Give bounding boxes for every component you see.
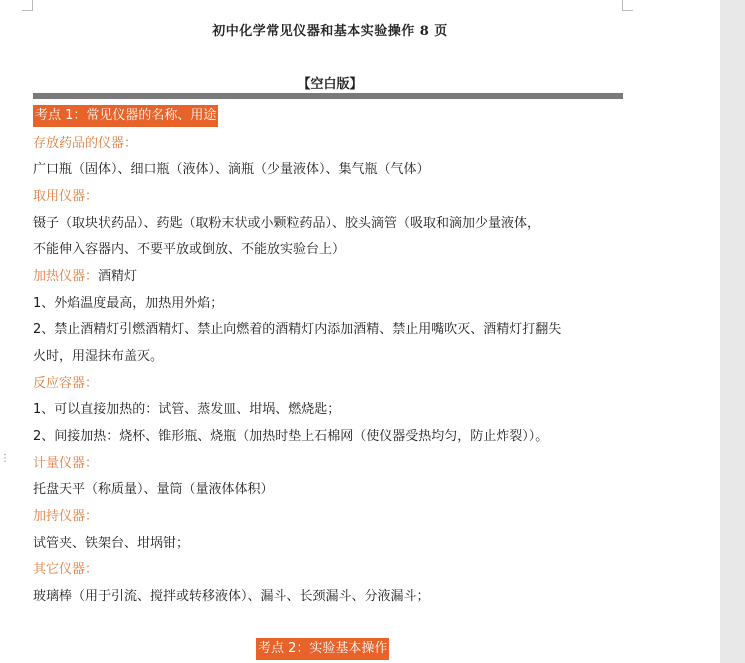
section-line: 1、可以直接加热的：试管、蒸发皿、坩埚、燃烧匙； [33, 402, 341, 417]
section-line: 托盘天平（称质量）、量筒（量液体体积） [33, 482, 274, 497]
page-corner-mark [622, 0, 633, 11]
section-heading-measuring: 计量仪器： [33, 456, 99, 471]
section-heading-taking: 取用仪器： [33, 189, 99, 204]
margin-marker: ⋮ [0, 453, 10, 464]
section-heading-heating: 加热仪器： [33, 269, 99, 284]
section-heading-other: 其它仪器： [33, 562, 99, 577]
section-heading-holding: 加持仪器： [33, 509, 99, 524]
section-line: 广口瓶（固体）、细口瓶（液体）、滴瓶（少量液体）、集气瓶（气体） [33, 162, 430, 177]
section-heading-heating-row [33, 268, 137, 286]
section-heading-reaction: 反应容器： [33, 376, 99, 391]
divider-bar [33, 93, 623, 99]
section-line: 玻璃棒（用于引流、搅拌或转移液体）、漏斗、长颈漏斗、分液漏斗； [33, 589, 430, 604]
section-line: 镊子（取块状药品）、药匙（取粉末状或小颗粒药品）、胶头滴管（吸取和滴加少量液体， [33, 216, 541, 231]
keypoint-2-heading: 考点 2：实验基本操作 [256, 638, 389, 660]
section-line: 1、外焰温度最高，加热用外焰； [33, 296, 224, 311]
section-line: 不能伸入容器内、不要平放或倒放、不能放实验台上） [33, 242, 346, 257]
document-subtitle: 【空白版】 [297, 77, 363, 92]
section-line: 试管夹、铁架台、坩埚钳； [33, 536, 190, 551]
section-line: 2、禁止酒精灯引燃酒精灯、禁止向燃着的酒精灯内添加酒精、禁止用嘴吹灭、酒精灯打翻失 [33, 322, 562, 337]
scroll-gutter [720, 0, 745, 663]
section-heading-storage: 存放药品的仪器： [33, 136, 138, 151]
keypoint-1-heading: 考点 1：常见仪器的名称、用途 [33, 105, 218, 127]
section-line: 火时，用湿抹布盖灭。 [33, 349, 164, 364]
section-heading-value: 酒精灯 [98, 269, 138, 284]
section-line: 2、间接加热：烧杯、锥形瓶、烧瓶（加热时垫上石棉网（使仪器受热均匀，防止炸裂））。 [33, 429, 549, 444]
page-corner-mark [22, 0, 33, 11]
document-title: 初中化学常见仪器和基本实验操作 8 页 [212, 24, 448, 39]
